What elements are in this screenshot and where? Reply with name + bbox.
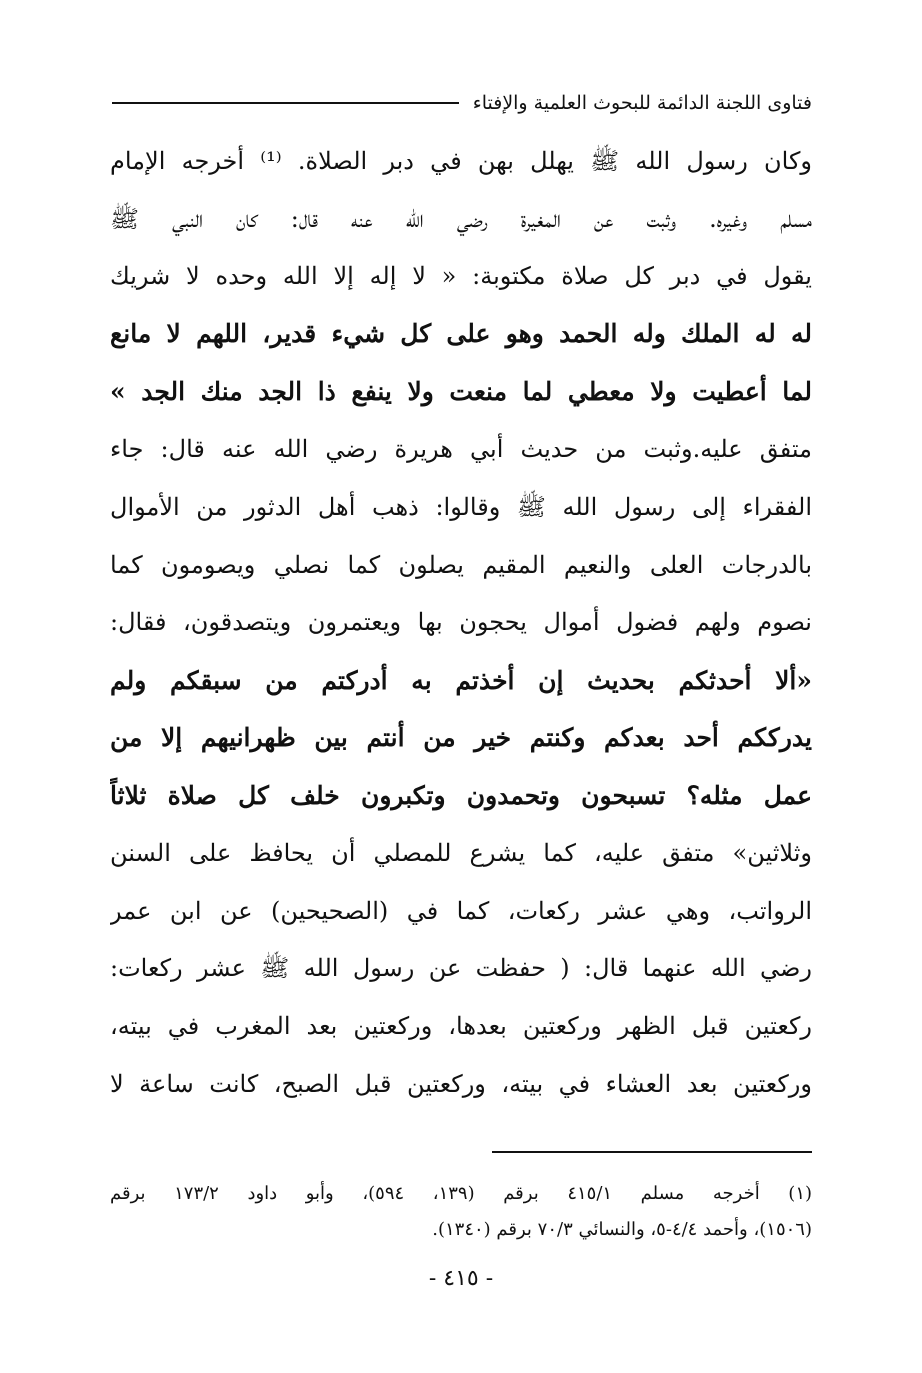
footnote-line: (١٥٠٦)، وأحمد ٤/٤-٥، والنسائي ٧٠/٣ برقم (١٣٤٠). [432, 1219, 812, 1240]
text-line: مسلم وغيره. وثبت عن المغيرة رضي الله عنه قال: كان النبي ﷺ [110, 204, 812, 233]
text-line: الفقراء إلى رسول الله ﷺ وقالوا: ذهب أهل الدثور من الأموال [110, 492, 812, 521]
header-rule [112, 102, 459, 104]
text-line: وثلاثين» متفق عليه، كما يشرع للمصلي أن يحافظ على السنن [110, 839, 812, 868]
text-line: متفق عليه.وثبت من حديث أبي هريرة رضي الله عنه قال: جاء [110, 435, 812, 464]
header-title: فتاوى اللجنة الدائمة للبحوث العلمية والإفتاء [472, 91, 812, 114]
text-line: الرواتب، وهي عشر ركعات، كما في (الصحيحين) عن ابن عمر [110, 896, 812, 925]
text-line: بالدرجات العلى والنعيم المقيم يصلون كما نصلي ويصومون كما [110, 550, 812, 579]
footnote-line: (١) أخرجه مسلم ٤١٥/١ برقم (١٣٩، ٥٩٤)، وأبو داود ١٧٣/٢ برقم [110, 1183, 813, 1204]
text-line: وركعتين بعد العشاء في بيته، وركعتين قبل الصبح، كانت ساعة لا [110, 1069, 812, 1098]
text-line: رضي الله عنهما قال: ( حفظت عن رسول الله ﷺ عشر ركعات: [110, 954, 812, 983]
text-line: نصوم ولهم فضول أموال يحجون بها ويعتمرون ويتصدقون، فقال: [110, 608, 812, 637]
footnote [110, 1176, 812, 1248]
text-line: يقول في دبر كل صلاة مكتوبة: « لا إله إلا الله وحده لا شريك [110, 262, 812, 291]
footnote-separator [492, 1151, 812, 1153]
page-number: - ٤١٥ - [428, 1266, 494, 1291]
text-line-bold: لما أعطيت ولا معطي لما منعت ولا ينفع ذا الجد منك الجد » [110, 377, 812, 407]
text-line: ركعتين قبل الظهر وركعتين بعدها، وركعتين بعد المغرب في بيته، [110, 1012, 812, 1041]
running-header [112, 86, 812, 120]
text-line-bold: «ألا أحدثكم بحديث إن أخذتم به أدركتم من سبقكم ولم [110, 665, 812, 695]
text-line-bold: عمل مثله؟ تسبحون وتحمدون وتكبرون خلف كل صلاة ثلاثاً [110, 780, 812, 810]
text-line: وكان رسول الله ﷺ يهلل بهن في دبر الصلاة. ⁽¹⁾ أخرجه الإمام [110, 146, 812, 175]
text-line-bold: له له الملك وله الحمد وهو على كل شيء قدير، اللهم لا مانع [110, 319, 812, 349]
body-text [110, 132, 812, 1113]
text-line-bold: يدرككم أحد بعدكم وكنتم خير من أنتم بين ظهرانيهم إلا من [110, 723, 812, 753]
